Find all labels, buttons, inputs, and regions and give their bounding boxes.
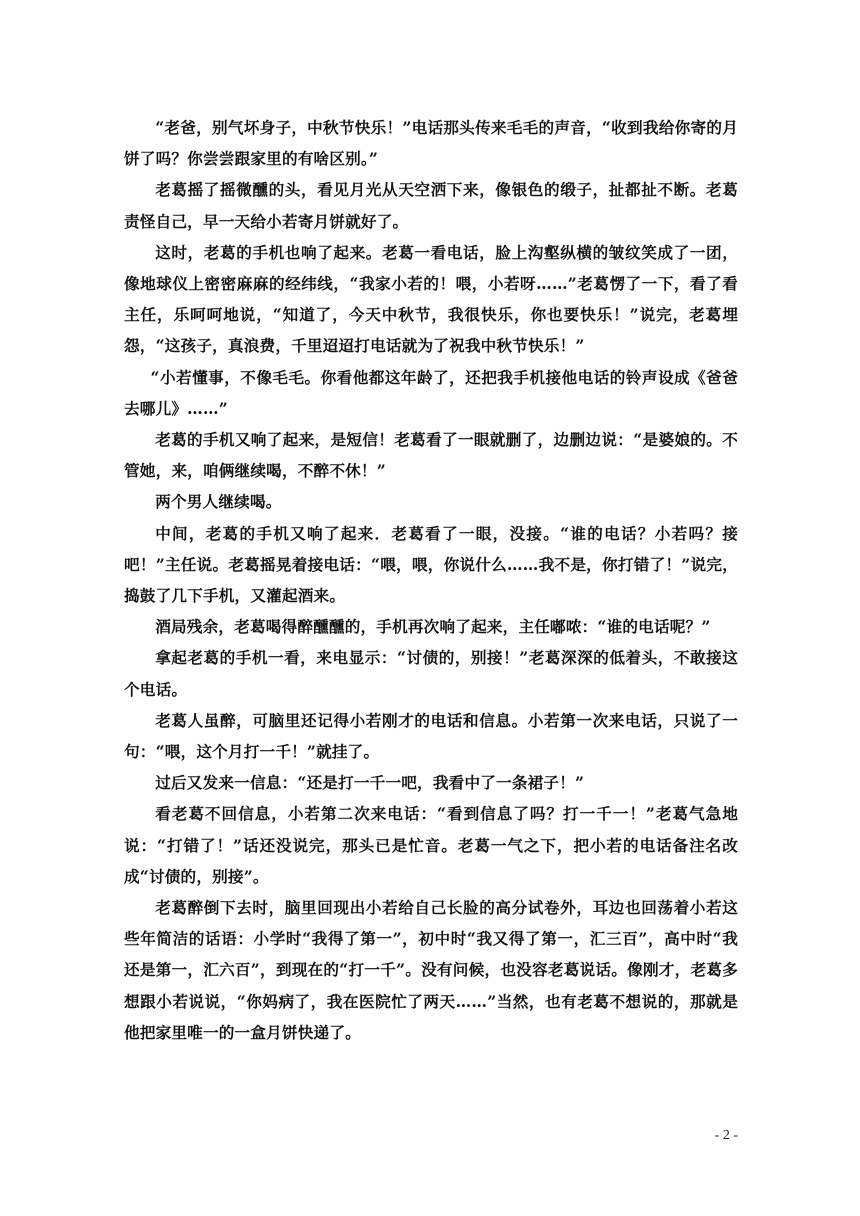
paragraph: 酒局残余，老葛喝得醉醺醺的，手机再次响了起来，主任嘟哝：“谁的电话呢？” xyxy=(155,617,711,637)
paragraph: 老葛摇了摇微醺的头，看见月光从天空洒下来，像银色的缎子，扯都扯不断。老葛责怪自己，早一天给小若寄月饼就好了。 xyxy=(124,180,738,231)
paragraph: 中间，老葛的手机又响了起来．老葛看了一眼，没接。“谁的电话？小若吗？接吧！”主任说。老葛摇晃着接电话：“喂，喂，你说什么……我不是，你打错了！”说完，捣鼓了几下手机，又灌起酒来。 xyxy=(124,523,738,606)
paragraph: 老葛的手机又响了起来，是短信！老葛看了一眼就删了，边删边说：“是婆娘的。不管她，来，咱俩继续喝，不醉不休！” xyxy=(124,430,738,481)
paragraph: 拿起老葛的手机一看，来电显示：“讨债的，别接！”老葛深深的低着头，不敢接这个电话。 xyxy=(124,648,738,699)
paragraph: “老爸，别气坏身子，中秋节快乐！”电话那头传来毛毛的声音，“收到我给你寄的月饼了吗？你尝尝跟家里的有啥区别。” xyxy=(124,118,738,169)
page-number: - 2 - xyxy=(714,1128,738,1143)
paragraph: 这时，老葛的手机也响了起来。老葛一看电话，脸上沟壑纵横的皱纹笑成了一团，像地球仪上密密麻麻的经纬线，“我家小若的！喂，小若呀……”老葛愣了一下，看了看主任，乐呵呵地说，“知道了，今天中秋节，我很快乐，你也要快乐！”说完，老葛埋怨，“这孩子，真浪费，千里迢迢打电话就为了祝我中秋节快乐！” xyxy=(124,242,738,356)
paragraph: 老葛人虽醉，可脑里还记得小若刚才的电话和信息。小若第一次来电话，只说了一句：“喂，这个月打一千！”就挂了。 xyxy=(124,710,738,762)
document-body xyxy=(124,112,738,1048)
paragraph: 两个男人继续喝。 xyxy=(155,492,282,512)
paragraph: “小若懂事，不像毛毛。你看他都这年龄了，还把我手机接他电话的铃声设成《爸爸去哪儿》……” xyxy=(124,367,738,418)
paragraph: 看老葛不回信息，小若第二次来电话：“看到信息了吗？打一千一！”老葛气急地说：“打错了！”话还没说完，那头已是忙音。老葛一气之下，把小若的电话备注名改成“讨债的，别接”。 xyxy=(124,804,738,886)
paragraph: 过后又发来一信息：“还是打一千一吧，我看中了一条裙子！” xyxy=(155,773,585,793)
paragraph: 老葛醉倒下去时，脑里回现出小若给自己长脸的高分试卷外，耳边也回荡着小若这些年简洁的话语：小学时“我得了第一”，初中时“我又得了第一，汇三百”，高中时“我还是第一，汇六百”，到现在的“打一千”。没有问候，也没容老葛说话。像刚才，老葛多想跟小若说说，“你妈病了，我在医院忙了两天……”当然，也有老葛不想说的，那就是他把家里唯一的一盒月饼快递了。 xyxy=(124,898,738,1042)
